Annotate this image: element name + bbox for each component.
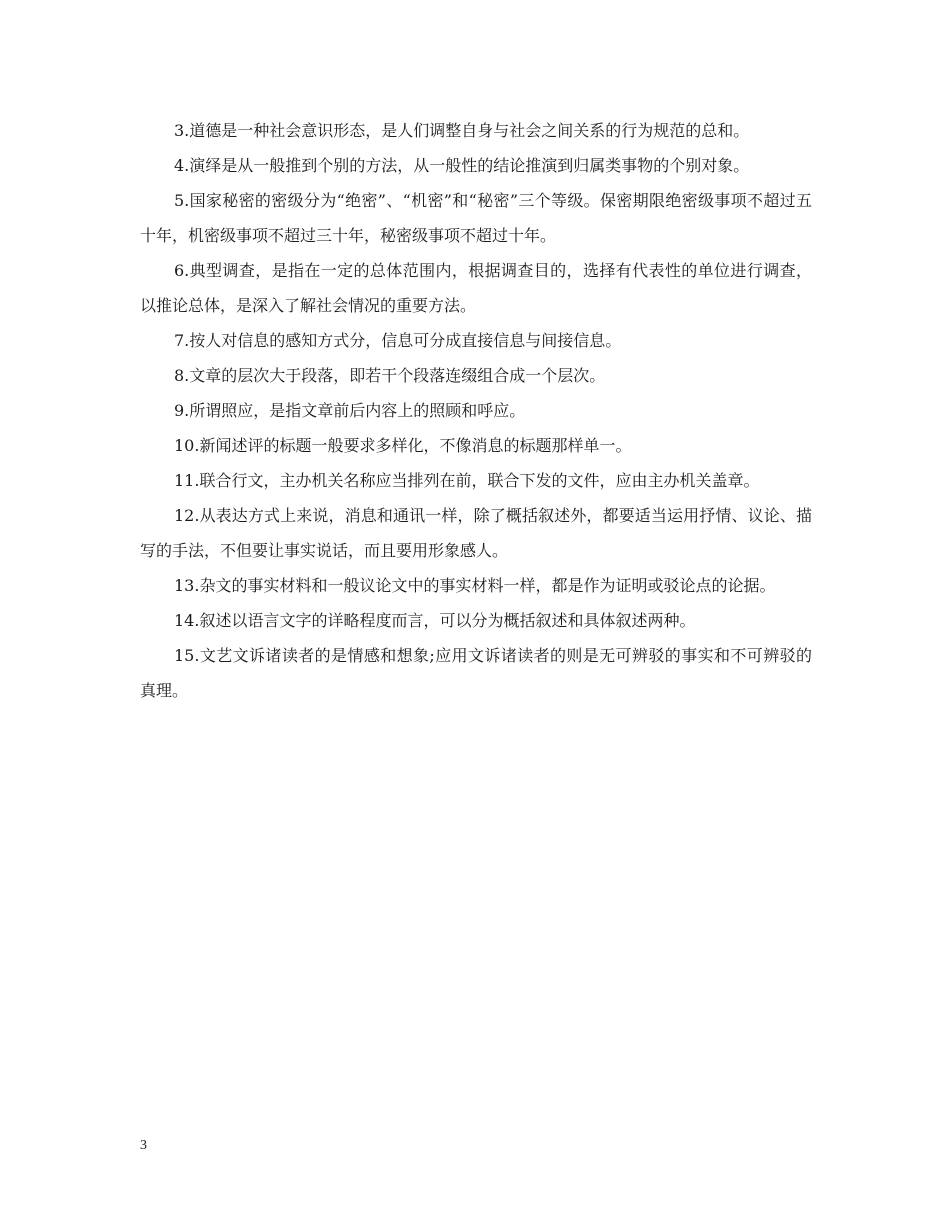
paragraph-12: 12.从表达方式上来说，消息和通讯一样，除了概括叙述外，都要适当运用抒情、议论、描写的手法，不但要让事实说话，而且要用形象感人。 [140,506,812,560]
page-number: 3 [140,1138,147,1153]
document-body [140,113,812,708]
paragraph-13: 13.杂文的事实材料和一般议论文中的事实材料一样，都是作为证明或驳论点的论据。 [174,576,776,595]
paragraph-10: 10.新闻述评的标题一般要求多样化，不像消息的标题那样单一。 [174,436,632,455]
paragraph-8: 8.文章的层次大于段落，即若干个段落连缀组合成一个层次。 [174,366,606,385]
paragraph-11: 11.联合行文，主办机关名称应当排列在前，联合下发的文件，应由主办机关盖章。 [174,471,760,490]
paragraph-7: 7.按人对信息的感知方式分，信息可分成直接信息与间接信息。 [174,331,622,350]
paragraph-3: 3.道德是一种社会意识形态，是人们调整自身与社会之间关系的行为规范的总和。 [174,121,750,140]
paragraph-5: 5.国家秘密的密级分为“绝密”、“机密”和“秘密”三个等级。保密期限绝密级事项不超过五十年，机密级事项不超过三十年，秘密级事项不超过十年。 [140,191,812,245]
paragraph-15: 15.文艺文诉诸读者的是情感和想象;应用文诉诸读者的则是无可辨驳的事实和不可辨驳的真理。 [140,646,812,700]
paragraph-14: 14.叙述以语言文字的详略程度而言，可以分为概括叙述和具体叙述两种。 [174,611,696,630]
paragraph-4: 4.演绎是从一般推到个别的方法，从一般性的结论推演到归属类事物的个别对象。 [174,156,750,175]
paragraph-9: 9.所谓照应，是指文章前后内容上的照顾和呼应。 [174,401,526,420]
paragraph-6: 6.典型调查，是指在一定的总体范围内，根据调查目的，选择有代表性的单位进行调查，以推论总体，是深入了解社会情况的重要方法。 [140,261,812,315]
